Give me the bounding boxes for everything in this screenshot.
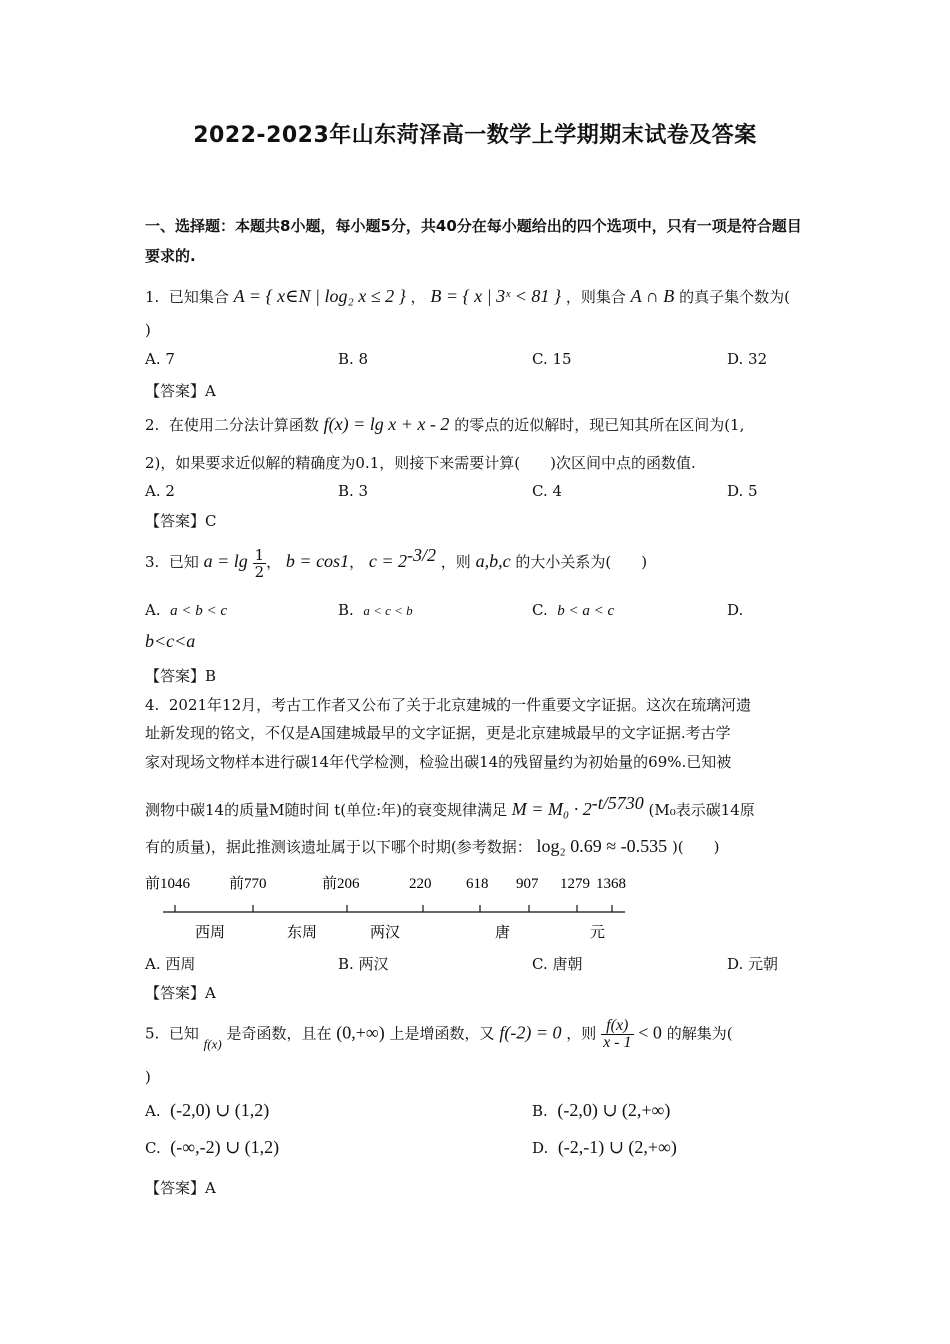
q4-answer: 【答案】A <box>145 984 216 1002</box>
interval-formula: (0,+∞) <box>336 1022 385 1043</box>
question-2-line2: 2)，如果要求近似解的精确度为0.1，则接下来需要计算( )次区间中点的函数值. <box>145 454 696 472</box>
inequality-sign: < 0 <box>638 1022 662 1043</box>
q2-option-d: D. 5 <box>727 482 758 500</box>
q1-option-c: C. 15 <box>532 350 572 368</box>
q5-option-d: D. (-2,-1) ∪ (2,+∞) <box>532 1137 677 1157</box>
timeline-year: 前206 <box>322 876 360 892</box>
q5-option-c: C. (-∞,-2) ∪ (1,2) <box>145 1137 280 1157</box>
set-b-formula: B = { x | 3ˣ < 81 } <box>430 286 562 306</box>
history-timeline <box>145 872 645 952</box>
timeline-year: 前1046 <box>145 876 191 892</box>
page-title: 2022-2023年山东菏泽高一数学上学期期末试卷及答案 <box>193 123 757 148</box>
question-3: 3. 已知 a = lg $\frac{1}{2}$ ， b = cos1， $c = 2^{-3/2}$ ，则 a,b,c 的大小关系为( ) <box>145 545 648 581</box>
timeline-period: 唐 <box>495 923 511 941</box>
decay-formula: M = M₀ · 2 <box>511 799 592 819</box>
q4-option-c: C. 唐朝 <box>532 955 583 973</box>
q2-option-b: B. 3 <box>338 482 369 500</box>
a-formula: a = lg <box>203 551 248 571</box>
timeline-period: 西周 <box>195 923 226 941</box>
timeline-period: 东周 <box>287 923 318 941</box>
abc-vars: a,b,c <box>475 551 511 571</box>
question-5: 5. 已知 f(x) 是奇函数，且在 (0,+∞) 上是增函数，又 f(-2) = 0 ，则 $\frac{f(x)}{x - 1}$ < 0 的解集为( <box>145 1017 733 1052</box>
b-formula: b = cos1 <box>285 551 350 571</box>
question-1: 1. 已知集合 A = { x∈N | log₂ x ≤ 2 } ， B = { x | 3ˣ < 81 } ，则集合 A ∩ B 的真子集个数为( <box>145 286 790 306</box>
q1-option-b: B. 8 <box>338 350 369 368</box>
q3-answer: 【答案】B <box>145 667 217 685</box>
fx-formula: f(x) <box>203 1036 222 1052</box>
timeline-year: 1368 <box>596 876 626 892</box>
q3-option-a: A. a < b < c <box>145 601 228 619</box>
timeline-year: 618 <box>466 876 489 892</box>
q1-option-a: A. 7 <box>145 350 175 368</box>
question-4-line5: 有的质量)，据此推测该遗址属于以下哪个时期(参考数据： log₂ 0.69 ≈ -0.535 )( ) <box>145 836 720 856</box>
q3-option-d-label: D. <box>727 601 744 619</box>
q5-option-b: B. (-2,0) ∪ (2,+∞) <box>532 1100 671 1120</box>
q2-option-c: C. 4 <box>532 482 563 500</box>
timeline-year: 907 <box>516 876 539 892</box>
reference-formula: log₂ 0.69 ≈ -0.535 <box>536 836 668 856</box>
timeline-year: 1279 <box>560 876 590 892</box>
inequality-fraction: $\frac{f(x)}{x - 1}$ <box>603 1017 632 1051</box>
q3-option-c: C. b < a < c <box>532 601 615 619</box>
q5-answer: 【答案】A <box>145 1179 216 1197</box>
q4-option-a: A. 西周 <box>145 955 196 973</box>
q3-option-b: B. a < c < b <box>338 601 413 619</box>
q3-option-d: b<c<a <box>145 631 196 651</box>
condition-formula: f(-2) = 0 <box>499 1022 562 1043</box>
question-4-line3: 家对现场文物样本进行碳14年代学检测，检验出碳14的残留量约为初始量的69%.已知被 <box>145 753 732 771</box>
question-2: 2. 在使用二分法计算函数 f(x) = lg x + x - 2 的零点的近似解时，现已知其所在区间为(1, <box>145 414 745 434</box>
question-4-line1: 4. 2021年12月，考古工作者又公布了关于北京建城的一件重要文字证据。这次在琉璃河遗 <box>145 696 752 714</box>
question-5-close: ) <box>145 1068 151 1086</box>
a-fraction: $\frac{1}{2}$ <box>254 545 265 581</box>
question-1-close: ) <box>145 321 151 339</box>
question-4-line4: 测物中碳14的质量M随时间 t(单位:年)的衰变规律满足 $M = M_0 \cdot 2^{-t/5730}$ (M₀表示碳14原 <box>145 793 755 819</box>
decay-exponent: -t/5730 <box>591 793 644 813</box>
timeline-period: 两汉 <box>370 923 401 941</box>
q4-option-d: D. 元朝 <box>727 955 779 973</box>
q1-option-d: D. 32 <box>727 350 768 368</box>
c-exponent: -3/2 <box>406 545 436 565</box>
q1-answer: 【答案】A <box>145 382 216 400</box>
section-heading: 一、选择题：本题共8小题，每小题5分，共40分在每小题给出的四个选项中，只有一项是符合题目要求的. <box>145 217 802 265</box>
function-formula: f(x) = lg x + x - 2 <box>323 414 450 434</box>
question-4-line2: 址新发现的铭文，不仅是A国建城最早的文字证据，更是北京建城最早的文字证据.考古学 <box>145 724 731 742</box>
timeline-year: 220 <box>409 876 432 892</box>
q4-option-b: B. 两汉 <box>338 955 389 973</box>
intersection-formula: A ∩ B <box>630 286 675 306</box>
timeline-year: 前770 <box>229 876 267 892</box>
set-a-formula: A = { x∈N | log₂ x ≤ 2 } <box>233 286 406 306</box>
c-formula: c = 2 <box>368 551 407 571</box>
q2-answer: 【答案】C <box>145 512 217 530</box>
q2-option-a: A. 2 <box>145 482 175 500</box>
q5-option-a: A. (-2,0) ∪ (1,2) <box>145 1100 270 1120</box>
timeline-period: 元 <box>590 923 606 941</box>
